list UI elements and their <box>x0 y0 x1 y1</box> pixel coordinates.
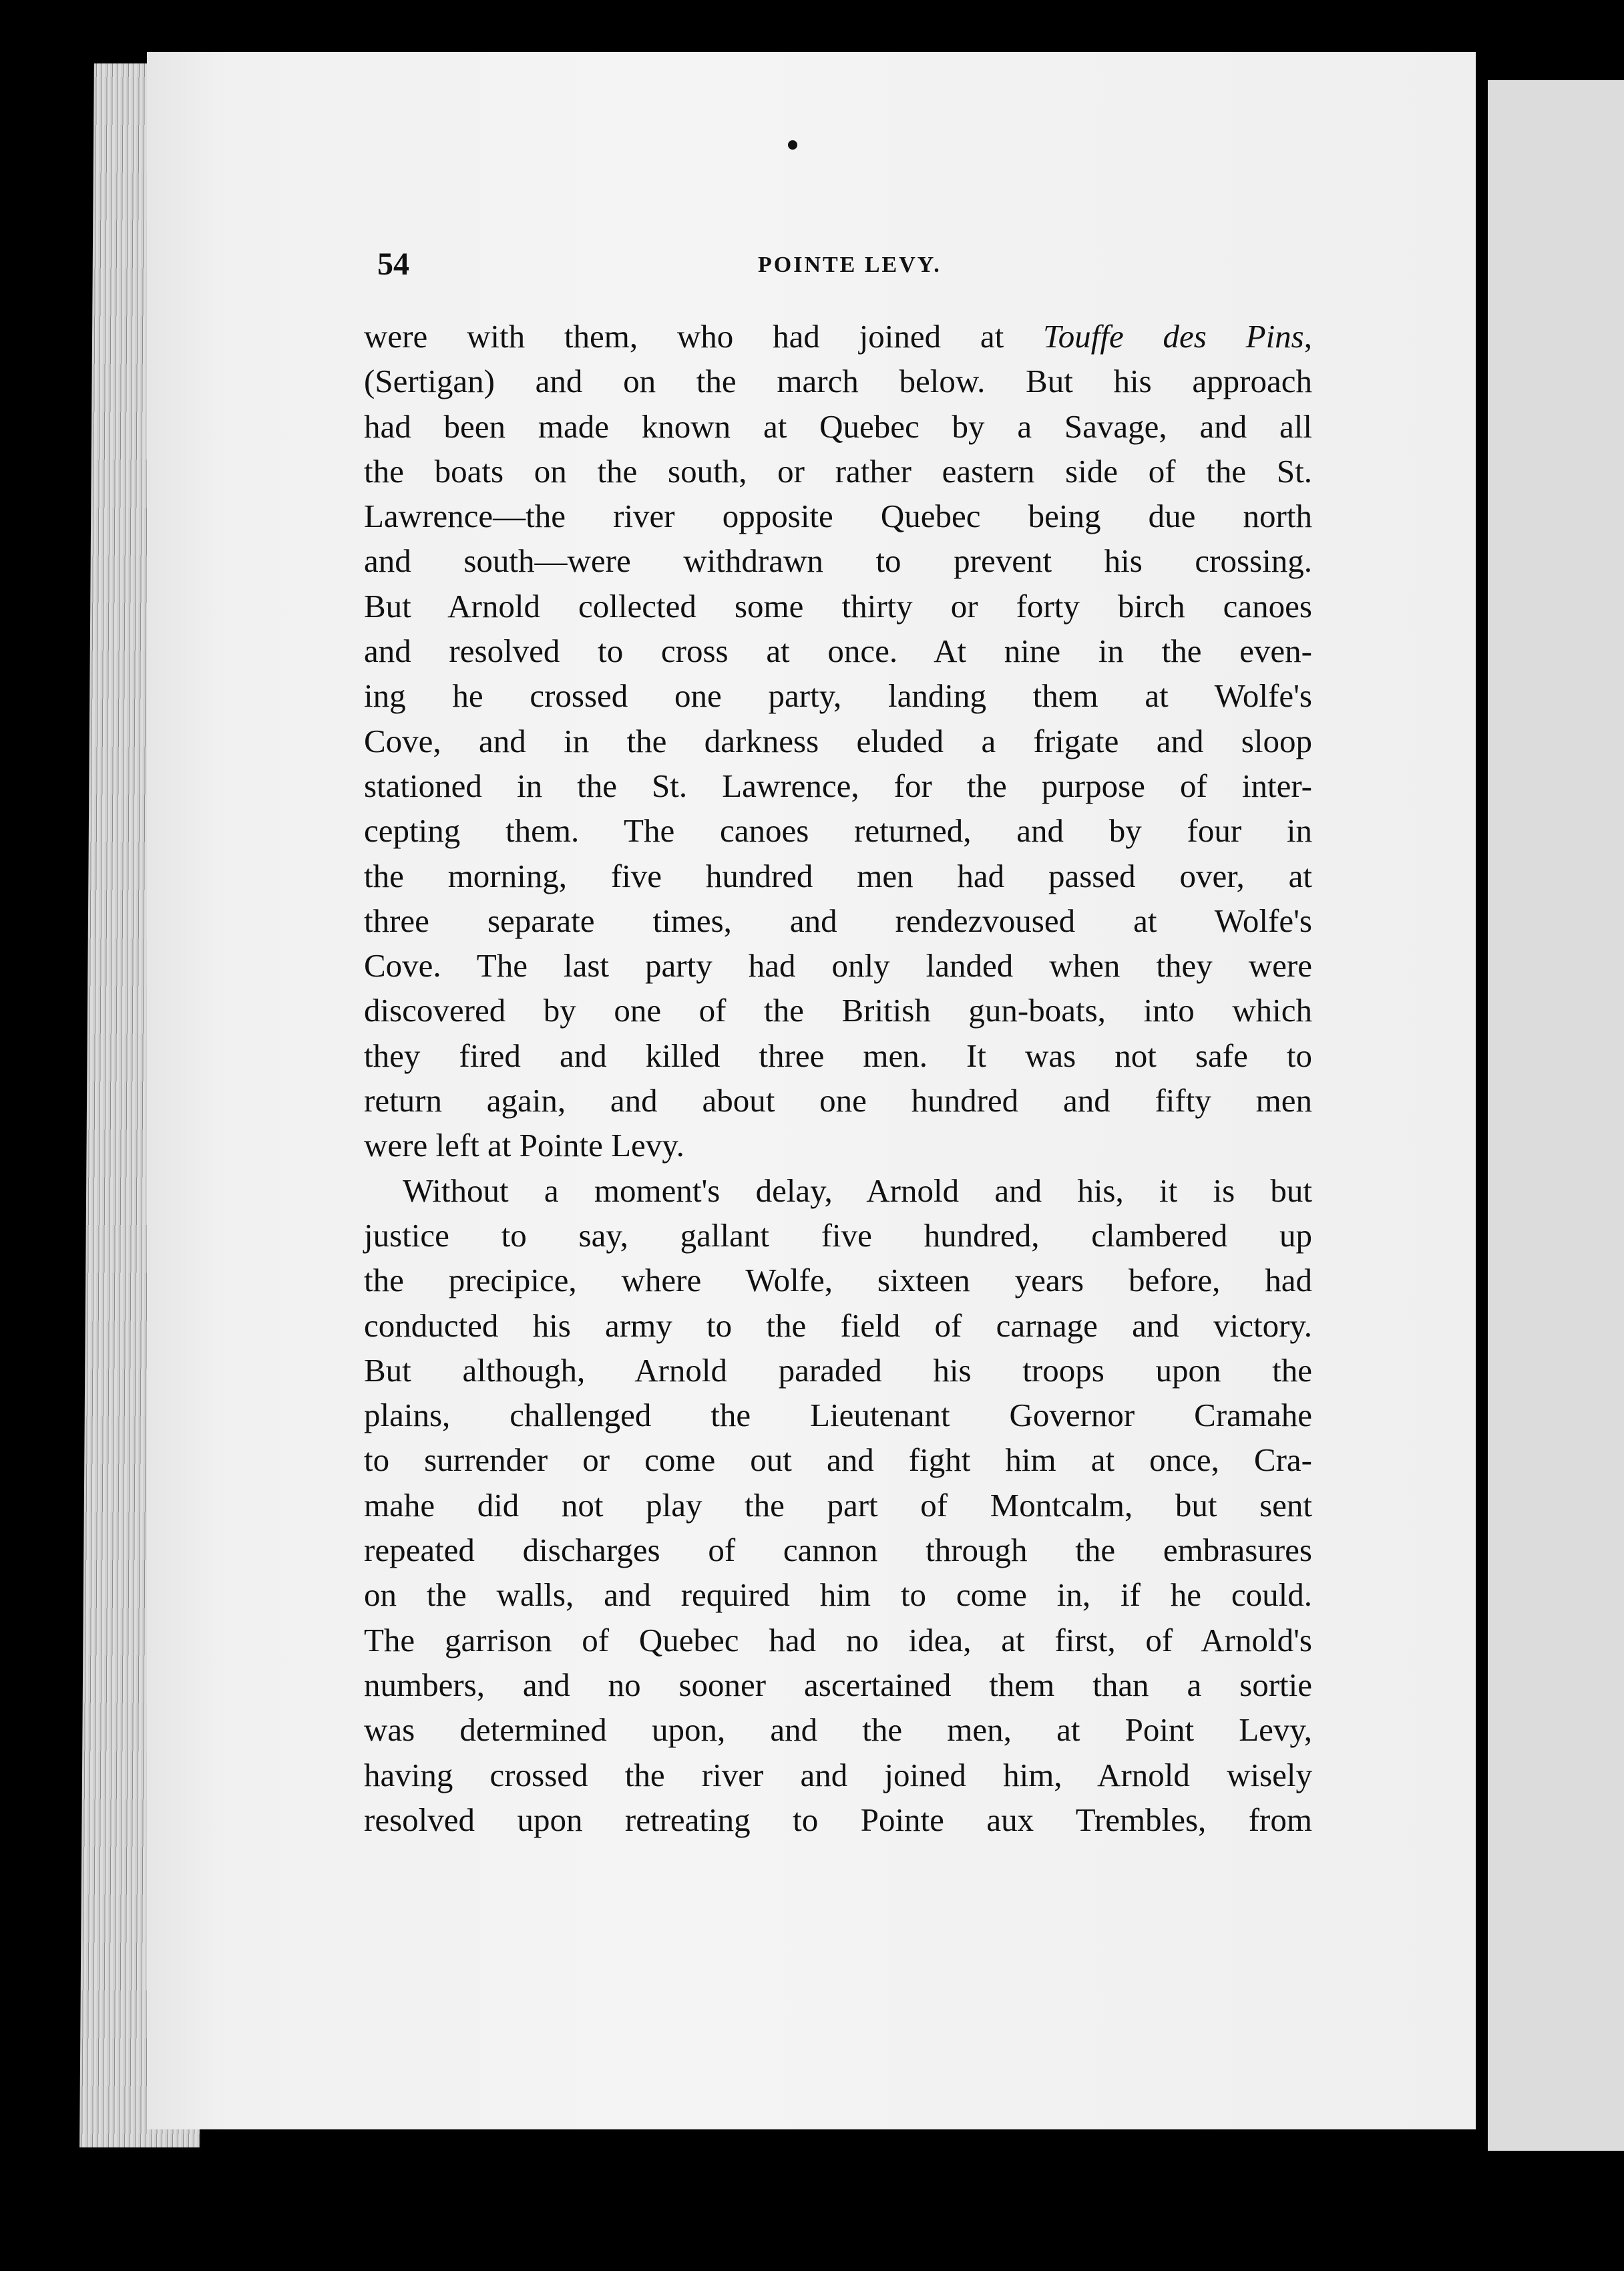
paragraph-1 <box>364 314 1312 1168</box>
text-line: repeated discharges of cannon through the embrasures <box>364 1532 1312 1569</box>
text-line: The garrison of Quebec had no idea, at first, of Arnold's <box>364 1621 1312 1658</box>
page-header <box>377 246 1312 293</box>
text-line: having crossed the river and joined him, Arnold wisely <box>364 1756 1312 1793</box>
text-line: three separate times, and rendezvoused at Wolfe's <box>364 902 1312 939</box>
text-line: ing he crossed one party, landing them at Wolfe's <box>364 677 1312 715</box>
text-line: and resolved to cross at once. At nine in the even- <box>364 633 1312 670</box>
text-line: numbers, and no sooner ascertained them than a sortie <box>364 1666 1312 1703</box>
text-line: Cove, and in the darkness eluded a frigate and sloop <box>364 722 1312 759</box>
text-line: return again, and about one hundred and fifty men <box>364 1082 1312 1119</box>
text-line: the boats on the south, or rather eastern side of the St. <box>364 452 1312 490</box>
text-line: plains, challenged the Lieutenant Governor Cramahe <box>364 1397 1312 1434</box>
text-line: to surrender or come out and fight him at once, Cra- <box>364 1441 1312 1479</box>
text-line: Lawrence—the river opposite Quebec being due north <box>364 498 1312 535</box>
italic-place-name: Touffe des Pins <box>1043 318 1304 355</box>
page-number: 54 <box>377 246 409 282</box>
text-line: But although, Arnold paraded his troops upon the <box>364 1351 1312 1389</box>
text-line: were with them, who had joined at Touffe des Pins, <box>364 318 1312 355</box>
text-line: cepting them. The canoes returned, and by four in <box>364 812 1312 850</box>
facing-page <box>1488 80 1624 2151</box>
text-line: resolved upon retreating to Pointe aux Trembles, from <box>364 1801 1312 1838</box>
text-line: the precipice, where Wolfe, sixteen years before, had <box>364 1262 1312 1299</box>
text-line: discovered by one of the British gun-boats, into which <box>364 992 1312 1029</box>
ink-speck <box>788 140 797 150</box>
paragraph-2 <box>364 1168 1312 1842</box>
gutter-shadow <box>1476 87 1488 2137</box>
text-line: (Sertigan) and on the march below. But his approach <box>364 363 1312 400</box>
text-line: and south—were withdrawn to prevent his crossing. <box>364 542 1312 580</box>
text-line: the morning, five hundred men had passed over, at <box>364 857 1312 894</box>
text-line: justice to say, gallant five hundred, clambered up <box>364 1216 1312 1254</box>
text-line: was determined upon, and the men, at Point Levy, <box>364 1711 1312 1749</box>
text-line: were left at Pointe Levy. <box>364 1127 684 1164</box>
text-line: mahe did not play the part of Montcalm, but sent <box>364 1486 1312 1524</box>
text-line: on the walls, and required him to come in, if he could. <box>364 1576 1312 1614</box>
text-line: But Arnold collected some thirty or forty birch canoes <box>364 587 1312 625</box>
text-line: they fired and killed three men. It was not safe to <box>364 1037 1312 1074</box>
text-line: stationed in the St. Lawrence, for the purpose of inter- <box>364 767 1312 804</box>
body-text <box>364 314 1312 1842</box>
text-line: Without a moment's delay, Arnold and his, it is but <box>403 1172 1312 1209</box>
running-head: POINTE LEVY. <box>758 252 942 277</box>
text-line: Cove. The last party had only landed when they were <box>364 947 1312 985</box>
text-line: had been made known at Quebec by a Savage, and all <box>364 407 1312 445</box>
text-line: conducted his army to the field of carnage and victory. <box>364 1306 1312 1344</box>
